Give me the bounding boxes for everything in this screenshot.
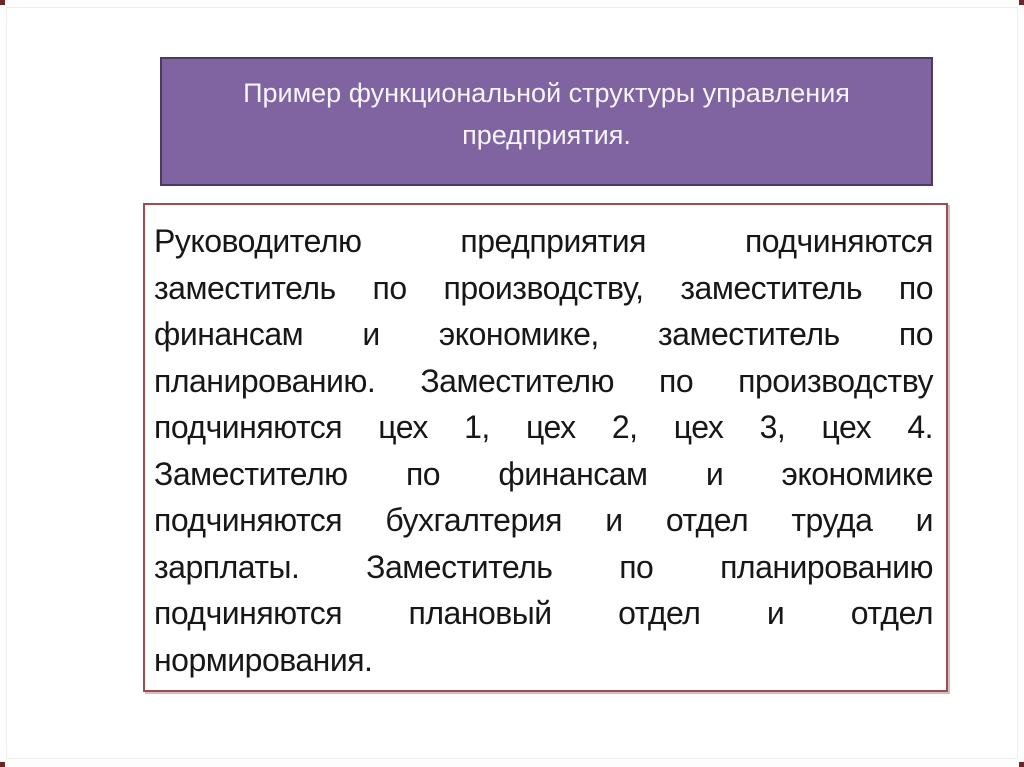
body-text-line: заместитель по производству, заместитель по xyxy=(154,269,933,306)
body-text-line: подчиняются бухгалтерия и отдел труда и xyxy=(154,502,933,538)
body-text-line: Руководителю предприятия подчиняются xyxy=(154,223,933,259)
body-text-line: Заместителю по финансам и экономике xyxy=(154,455,933,492)
slide-title-box xyxy=(160,57,933,186)
corner-mark-top-right xyxy=(1019,0,1024,5)
body-text-line: финансам и экономике, заместитель по xyxy=(154,316,933,352)
corner-mark-top-left xyxy=(0,0,5,5)
slide-title-line-2: предприятия. xyxy=(462,120,631,150)
corner-mark-bottom-left xyxy=(0,762,5,767)
slide-title-line-1: Пример функциональной структуры управления xyxy=(243,78,850,108)
body-text-line: подчиняются цех 1, цех 2, цех 3, цех 4. xyxy=(154,409,933,445)
body-text-line: нормирования. xyxy=(154,641,373,678)
body-text-line: зарплаты. Заместитель по планированию xyxy=(154,548,933,585)
corner-mark-bottom-right xyxy=(1019,762,1024,767)
body-text-line: планированию. Заместителю по производству xyxy=(154,362,933,399)
slide-body-box xyxy=(143,203,948,692)
body-text-line: подчиняются плановый отдел и отдел xyxy=(154,595,933,631)
